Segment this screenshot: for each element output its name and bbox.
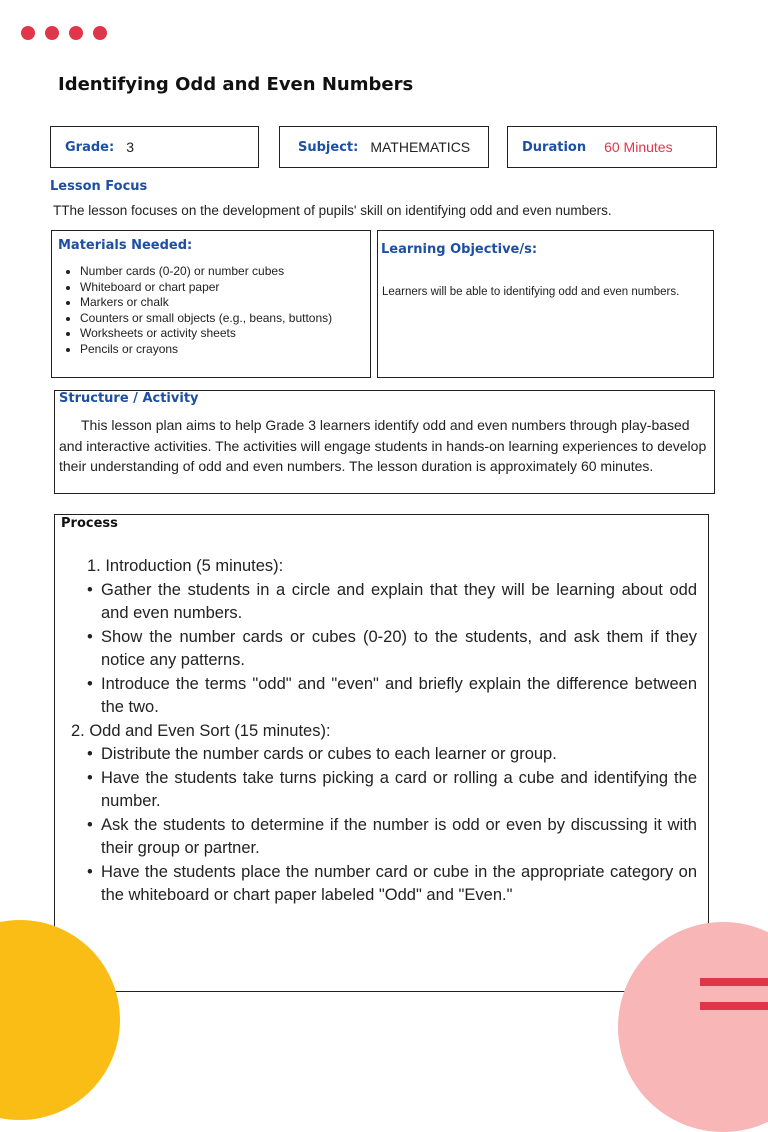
list-item: • Whiteboard or chart paper [80,280,332,296]
step-bullets [67,579,697,720]
list-item: • Pencils or crayons [80,342,332,358]
list-item: • Distribute the number cards or cubes to each learner or group. [101,743,697,767]
list-item: • Introduce the terms "odd" and "even" and briefly explain the difference between the two. [101,673,697,720]
grade-value: 3 [126,139,134,155]
grade-label: Grade: [65,139,115,155]
dot-icon [93,26,107,40]
materials-label: Materials Needed: [58,238,193,253]
objective-label: Learning Objective/s: [381,242,538,257]
materials-box [51,230,371,378]
list-item: • Show the number cards or cubes (0-20) to the students, and ask them if they notice any patterns. [101,626,697,673]
page-title: Identifying Odd and Even Numbers [58,74,414,95]
list-item: • Worksheets or activity sheets [80,326,332,342]
step-heading: 2. Odd and Even Sort (15 minutes): [71,721,331,740]
dot-icon [69,26,83,40]
process-box [54,514,709,992]
grade-box [50,126,259,168]
subject-box [279,126,489,168]
process-label: Process [61,516,118,531]
objective-box [377,230,714,378]
structure-text: This lesson plan aims to help Grade 3 learners identify odd and even numbers through play-based and interactive activities. The activities will engage students in hands-on learning experiences to develop their understanding of odd and even numbers. The lesson duration is approximately 60 minutes. [59,417,707,474]
decorative-bar [700,978,768,986]
lesson-focus-label: Lesson Focus [50,179,148,194]
decorative-dots [21,26,107,40]
list-item: • Counters or small objects (e.g., beans, buttons) [80,311,332,327]
subject-label: Subject: [298,139,359,155]
list-item: • Gather the students in a circle and explain that they will be learning about odd and even numbers. [101,579,697,626]
lesson-focus-text: TThe lesson focuses on the development of pupils' skill on identifying odd and even numbers. [53,203,612,218]
duration-box [507,126,717,168]
structure-box [54,390,715,494]
duration-value: 60 Minutes [604,139,673,155]
subject-value: MATHEMATICS [370,139,471,155]
list-item: • Number cards (0-20) or number cubes [80,264,332,280]
materials-list [64,264,332,358]
list-item: • Markers or chalk [80,295,332,311]
list-item: • Have the students place the number card or cube in the appropriate category on the whiteboard or chart paper labeled "Odd" and "Even." [101,861,697,908]
step-bullets [67,743,697,908]
process-content [67,555,697,908]
duration-label: Duration [522,139,587,155]
decorative-bar [700,1002,768,1010]
step-heading: 1. Introduction (5 minutes): [87,557,284,575]
dot-icon [45,26,59,40]
list-item: • Ask the students to determine if the number is odd or even by discussing it with their group or partner. [101,814,697,861]
objective-text: Learners will be able to identifying odd and even numbers. [382,286,680,298]
dot-icon [21,26,35,40]
structure-label: Structure / Activity [59,391,199,406]
list-item: • Have the students take turns picking a card or rolling a cube and identifying the number. [101,767,697,814]
